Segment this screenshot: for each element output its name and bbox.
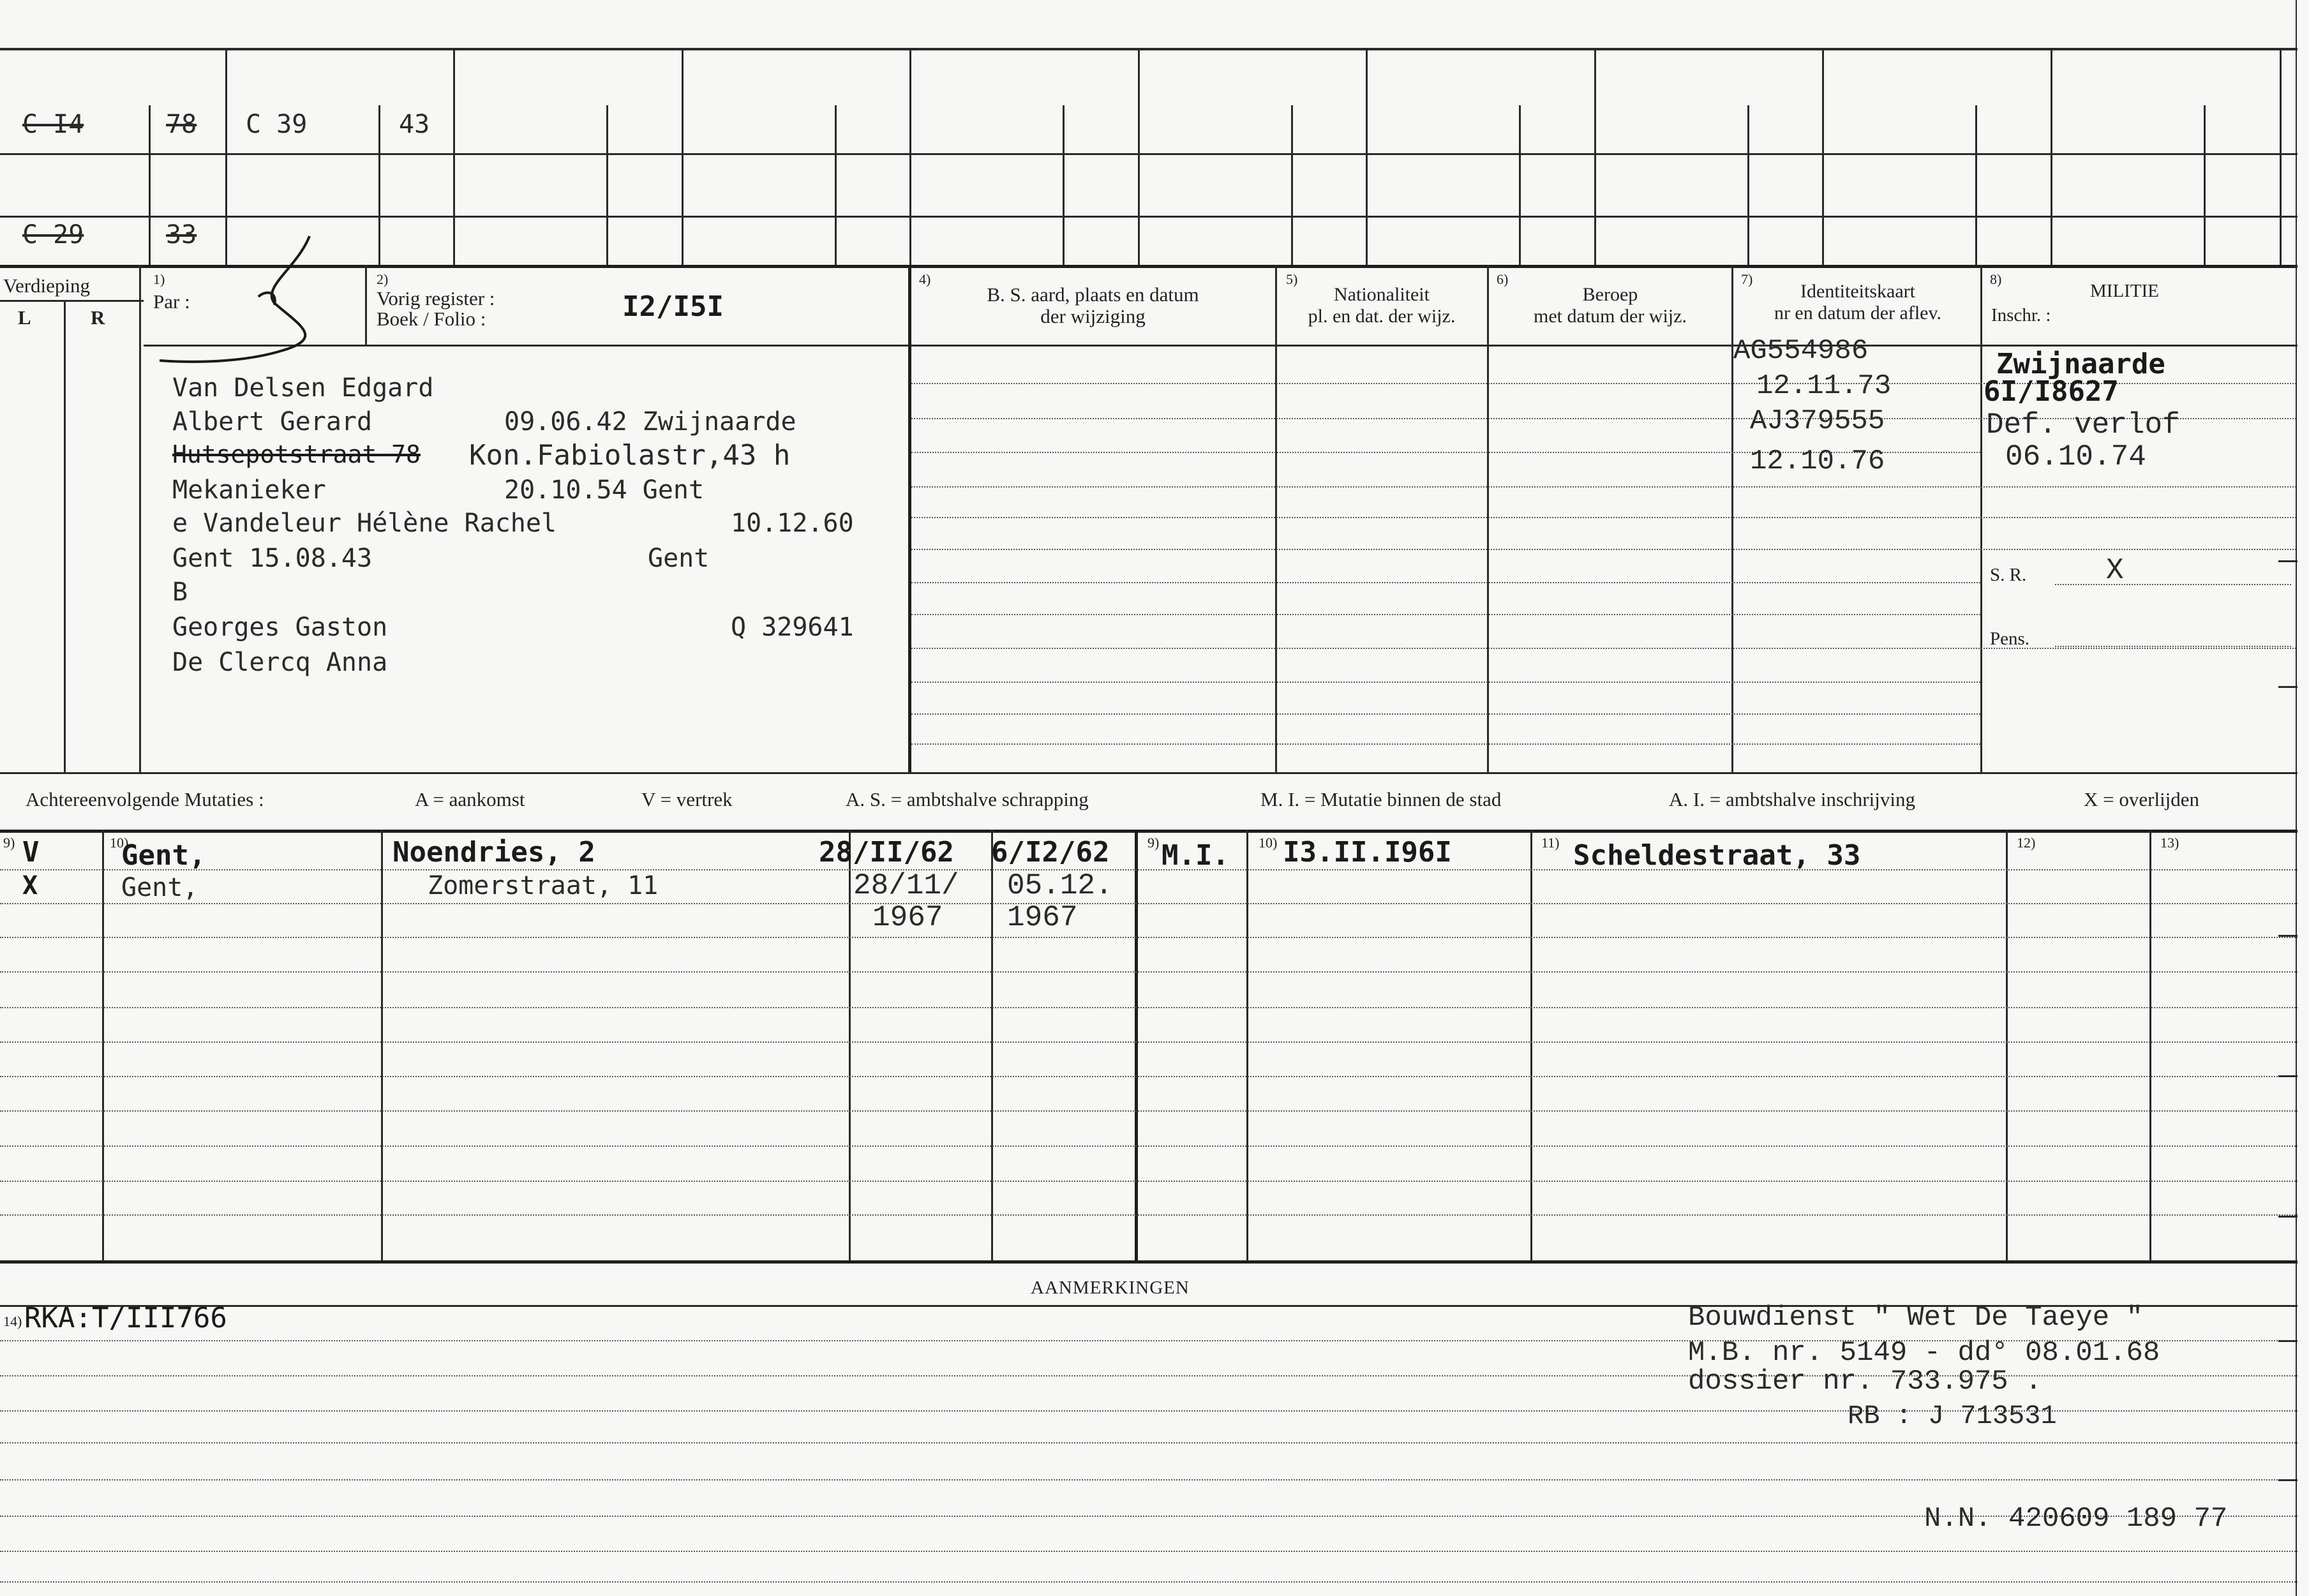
verdieping-label: Verdieping [3,274,91,297]
beroep-header-2: met datum der wijz. [1534,306,1687,327]
identiteitskaart-header: Identiteitskaart [1800,281,1915,302]
footnote-9: 9) [3,835,15,851]
footnote-10b: 10) [1259,835,1278,851]
mutation-2-type: X [22,871,38,900]
remarks-rka: RKA:T/III766 [24,1302,227,1334]
inschr-label: Inschr. : [1991,305,2051,325]
code-3: C 39 [246,110,308,139]
legend-inschrijving: A. I. = ambtshalve inschrijving [1669,788,1915,810]
footnote-10: 10) [110,835,129,851]
person-spouse: e Vandeleur Hélène Rachel [172,509,557,538]
sr-value: X [2106,554,2124,587]
old-code-5: C 29 [22,220,84,250]
par-label: Par : [153,290,190,313]
legend-title: Achtereenvolgende Mutaties : [26,788,264,810]
nationaliteit-header: Nationaliteit [1334,284,1430,305]
person-mother: De Clercq Anna [172,648,388,677]
identiteitskaart-header-2: nr en datum der aflev. [1774,302,1942,324]
person-b-line: B [172,578,188,607]
mutation-1-date-3: I3.II.I96I [1283,836,1452,869]
person-job: Mekanieker [172,475,326,505]
mutation-2-street: Zomerstraat, 11 [428,871,659,900]
militie-date: 06.10.74 [2005,440,2146,474]
person-father: Georges Gaston [172,613,388,642]
legend-mutatie: M. I. = Mutatie binnen de stad [1260,788,1502,810]
old-code-2: 78 [166,110,197,139]
mutation-2-date-1b: 1967 [872,901,943,934]
footnote-11: 11) [1541,835,1560,851]
legend-vertrek: V = vertrek [641,788,733,810]
remarks-nn: N.N. 420609 189 77 [1924,1503,2228,1535]
footnote-7: 7) [1741,271,1753,287]
identity-date-2: 12.10.76 [1750,445,1885,477]
militie-number: 6I/I8627 [1984,375,2119,408]
nationaliteit-header-2: pl. en dat. der wijz. [1308,306,1456,327]
mutation-1-type: V [22,836,40,869]
code-4: 43 [399,110,430,139]
footnote-9b: 9) [1147,835,1160,851]
bs-header-2: der wijziging [1040,305,1146,327]
legend-overlijden: X = overlijden [2084,788,2200,810]
pen-mark [153,230,364,370]
mutation-1-date-1: 28/II/62 [819,836,954,869]
footnote-1: 1) [153,271,165,287]
footnote-2: 2) [377,271,389,287]
person-job-date: 20.10.54 Gent [504,475,705,505]
footnote-8: 8) [1990,271,2002,287]
militie-header: MILITIE [2090,281,2159,301]
mutation-1-city: Gent, [121,839,206,872]
legend-aankomst: A = aankomst [415,788,525,810]
remarks-line-4: RB : J 713531 [1848,1401,2057,1431]
beroep-header: Beroep [1582,284,1638,305]
identity-date-1: 12.11.73 [1756,370,1892,402]
mutation-1-code: M.I. [1162,839,1229,872]
person-surname: Van Delsen Edgard [172,373,434,403]
footnote-6: 6) [1497,271,1509,287]
person-given-names: Albert Gerard [172,407,373,436]
person-spouse-birth: Gent 15.08.43 [172,544,373,573]
remarks-line-3: dossier nr. 733.975 . [1688,1366,2042,1398]
remarks-line-1: Bouwdienst " Wet De Taeye " [1688,1302,2143,1334]
vorig-register-value: I2/I5I [622,290,724,323]
footnote-12: 12) [2017,835,2036,851]
person-old-address: Hutsepotstraat 78 [172,440,421,468]
legend-schrapping: A. S. = ambtshalve schrapping [846,788,1089,810]
person-code: Q 329641 [731,613,854,642]
mutation-1-street-2: Scheldestraat, 33 [1573,839,1861,872]
person-new-address: Kon.Fabiolastr,43 h [469,439,791,472]
mutation-1-street: Noendries, 2 [392,836,595,869]
remarks-title: AANMERKINGEN [1031,1278,1190,1298]
person-marriage-date: 10.12.60 [731,509,854,538]
mutation-2-date-1a: 28/11/ [853,869,959,902]
vorig-register-label: Vorig register : [377,287,495,310]
remarks-line-2: M.B. nr. 5149 - dd° 08.01.68 [1688,1337,2160,1369]
sr-label: S. R. [1990,565,2027,585]
mutation-2-date-2a: 05.12. [1007,869,1113,902]
footnote-13: 13) [2160,835,2179,851]
mutation-2-city: Gent, [121,873,198,902]
footnote-14: 14) [3,1313,22,1329]
floor-l-label: L [18,306,31,329]
identity-card-2: AJ379555 [1750,405,1885,437]
identity-card-1: AG554986 [1733,335,1869,367]
footnote-4: 4) [919,271,931,287]
boek-folio-label: Boek / Folio : [377,308,486,330]
bs-header: B. S. aard, plaats en datum [987,283,1199,306]
militie-status: Def. verlof [1986,408,2180,442]
old-code-1: C I4 [22,110,84,139]
footnote-5: 5) [1286,271,1298,287]
floor-r-label: R [91,306,105,329]
mutation-2-date-2b: 1967 [1007,901,1078,934]
militie-place: Zwijnaarde [1996,348,2165,380]
pens-label: Pens. [1990,629,2030,649]
mutation-1-date-2: 6/I2/62 [991,836,1110,869]
person-birth: 09.06.42 Zwijnaarde [504,407,796,436]
person-spouse-birthplace: Gent [648,544,710,573]
old-code-6: 33 [166,220,197,250]
